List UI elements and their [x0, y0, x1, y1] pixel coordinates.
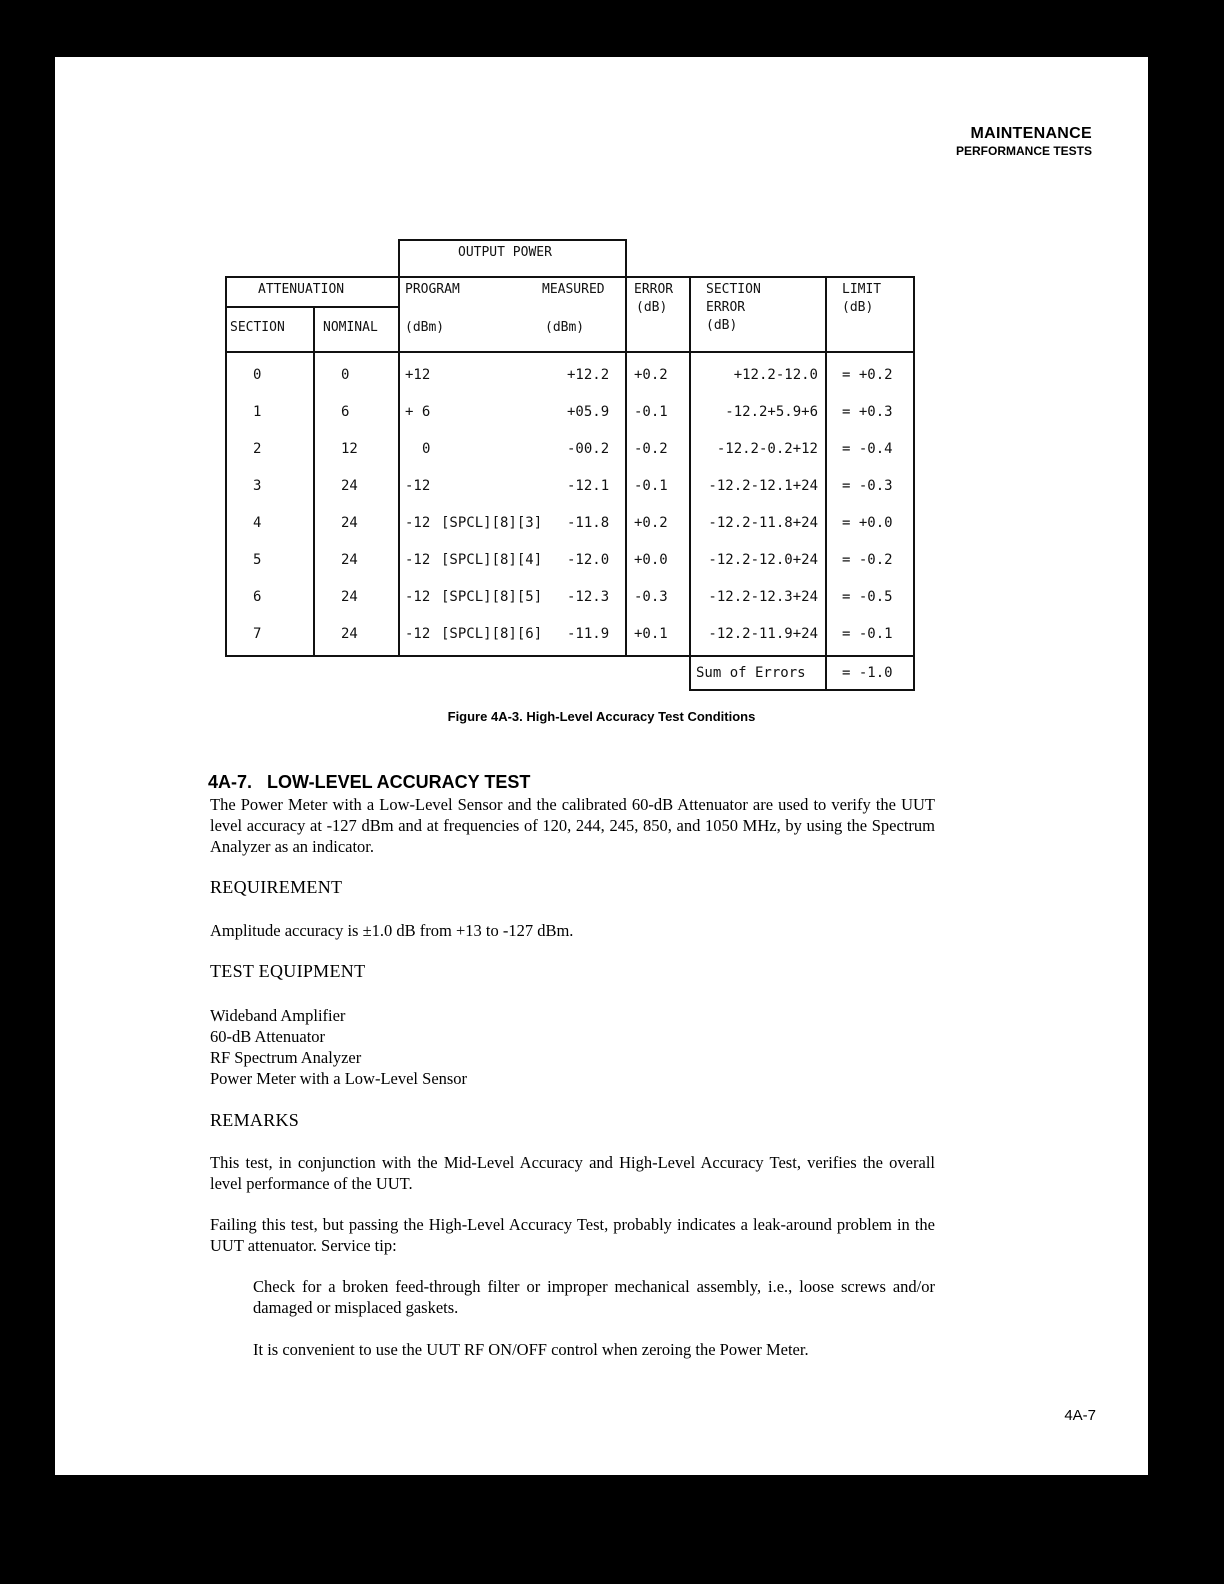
- row-limit: = -0.1: [842, 626, 893, 642]
- row-program: + 6: [405, 404, 431, 420]
- intro-paragraph: The Power Meter with a Low-Level Sensor and the calibrated 60-dB Attenuator are used to verify the UUT level accuracy at -127 dBm and at frequencies of 120, 244, 245, 850, and 1050 MHz, by using the Spectrum Analyzer as an indicator.: [210, 795, 935, 856]
- header-subtitle: PERFORMANCE TESTS: [955, 144, 1092, 158]
- section-error-label-3: (dB): [706, 318, 738, 333]
- rule: [313, 306, 315, 354]
- row-program: -12: [405, 478, 431, 494]
- row-section-error: -12.2+5.9+6: [725, 404, 818, 420]
- row-limit: = -0.5: [842, 589, 893, 605]
- row-section-error: -12.2-12.3+24: [708, 589, 818, 605]
- figure-caption: Figure 4A-3. High-Level Accuracy Test Conditions: [447, 709, 756, 724]
- row-code: [SPCL][8][6]: [441, 626, 543, 642]
- row-error: -0.2: [634, 441, 668, 457]
- row-section-error: -12.2-11.9+24: [708, 626, 818, 642]
- row-program: -12: [405, 515, 431, 531]
- row-limit: = -0.2: [842, 552, 893, 568]
- row-section-error: -12.2-11.8+24: [708, 515, 818, 531]
- requirement-heading: REQUIREMENT: [210, 877, 343, 897]
- row-code: [SPCL][8][3]: [441, 515, 543, 531]
- row-section: 5: [253, 552, 262, 568]
- body-box: [225, 351, 915, 657]
- row-limit: = -0.3: [842, 478, 893, 494]
- row-limit: = +0.3: [842, 404, 893, 420]
- rule: [913, 655, 915, 691]
- row-error: +0.2: [634, 515, 668, 531]
- sum-of-errors-label: Sum of Errors: [696, 665, 806, 681]
- row-code: [SPCL][8][4]: [441, 552, 543, 568]
- section-error-label-1: SECTION: [706, 282, 761, 297]
- row-nominal: 24: [341, 478, 358, 494]
- rule: [825, 276, 827, 354]
- row-error: +0.0: [634, 552, 668, 568]
- rule: [825, 351, 827, 691]
- rule: [625, 276, 627, 354]
- page-header: [956, 125, 1092, 158]
- program-label: PROGRAM: [405, 282, 460, 297]
- rule: [225, 306, 398, 308]
- row-section-error: -12.2-12.1+24: [708, 478, 818, 494]
- row-measured: -11.8: [567, 515, 610, 531]
- row-limit: = +0.2: [842, 367, 893, 383]
- error-label: ERROR: [634, 282, 674, 297]
- header-title: MAINTENANCE: [970, 125, 1092, 142]
- rule: [689, 276, 691, 354]
- row-error: +0.1: [634, 626, 668, 642]
- row-section-error: +12.2-12.0: [733, 367, 818, 383]
- remarks-paragraph-2: Failing this test, but passing the High-Level Accuracy Test, probably indicates a leak-around problem in the UUT attenuator. Service tip:: [210, 1215, 935, 1255]
- nominal-label: NOMINAL: [323, 320, 378, 335]
- row-error: -0.3: [634, 589, 668, 605]
- accuracy-table: [225, 239, 915, 691]
- measured-label: MEASURED: [542, 282, 605, 297]
- row-section: 1: [253, 404, 262, 420]
- row-code: [SPCL][8][5]: [441, 589, 543, 605]
- row-error: +0.2: [634, 367, 668, 383]
- equipment-list: [210, 1005, 467, 1089]
- equipment-heading: TEST EQUIPMENT: [210, 961, 366, 981]
- row-section: 4: [253, 515, 262, 531]
- rule: [689, 689, 915, 691]
- row-measured: +05.9: [567, 404, 610, 420]
- list-item: RF Spectrum Analyzer: [210, 1048, 362, 1067]
- row-limit: = -0.4: [842, 441, 893, 457]
- row-nominal: 24: [341, 626, 358, 642]
- row-section: 3: [253, 478, 262, 494]
- row-measured: -12.0: [567, 552, 610, 568]
- remarks-heading: REMARKS: [210, 1110, 300, 1130]
- row-program: -12: [405, 552, 431, 568]
- error-unit: (dB): [636, 300, 668, 315]
- rule: [398, 276, 400, 354]
- measured-unit: (dBm): [545, 320, 585, 335]
- row-program: -12: [405, 626, 431, 642]
- row-section: 0: [253, 367, 262, 383]
- row-section: 2: [253, 441, 262, 457]
- rule: [913, 276, 915, 351]
- row-program: 0: [422, 441, 431, 457]
- rule: [625, 351, 627, 657]
- row-program: -12: [405, 589, 431, 605]
- service-tip-2: It is convenient to use the UUT RF ON/OFF control when zeroing the Power Meter.: [253, 1340, 809, 1359]
- row-error: -0.1: [634, 478, 668, 494]
- row-error: -0.1: [634, 404, 668, 420]
- row-section: 7: [253, 626, 262, 642]
- list-item: Wideband Amplifier: [210, 1006, 346, 1025]
- row-nominal: 6: [341, 404, 350, 420]
- row-nominal: 12: [341, 441, 358, 457]
- row-section-error: -12.2-0.2+12: [716, 441, 818, 457]
- requirement-text: Amplitude accuracy is ±1.0 dB from +13 to -127 dBm.: [210, 921, 574, 940]
- output-power-label: OUTPUT POWER: [458, 245, 552, 260]
- document-page: [55, 57, 1148, 1475]
- row-section: 6: [253, 589, 262, 605]
- program-unit: (dBm): [405, 320, 445, 335]
- row-nominal: 24: [341, 552, 358, 568]
- rule: [313, 351, 315, 657]
- row-program: +12: [405, 367, 431, 383]
- limit-label: LIMIT: [842, 282, 882, 297]
- sum-of-errors-value: = -1.0: [842, 665, 893, 681]
- limit-unit: (dB): [842, 300, 874, 315]
- service-tip-1: Check for a broken feed-through filter or improper mechanical assembly, i.e., loose screws and/or damaged or misplaced gaskets.: [253, 1277, 935, 1317]
- rule: [398, 351, 400, 657]
- section-title: 4A-7. LOW-LEVEL ACCURACY TEST: [208, 772, 531, 792]
- row-nominal: 24: [341, 515, 358, 531]
- row-measured: +12.2: [567, 367, 610, 383]
- row-measured: -00.2: [567, 441, 610, 457]
- page-number: 4A-7: [1064, 1407, 1096, 1424]
- rule: [689, 351, 691, 691]
- remarks-paragraph-1: This test, in conjunction with the Mid-Level Accuracy and High-Level Accuracy Test, verifies the overall level performance of the UUT.: [210, 1153, 935, 1193]
- list-item: Power Meter with a Low-Level Sensor: [210, 1069, 468, 1088]
- list-item: 60-dB Attenuator: [210, 1027, 326, 1046]
- row-section-error: -12.2-12.0+24: [708, 552, 818, 568]
- row-measured: -12.1: [567, 478, 610, 494]
- attenuation-label: ATTENUATION: [258, 282, 345, 297]
- row-measured: -12.3: [567, 589, 610, 605]
- section-error-label-2: ERROR: [706, 300, 746, 315]
- row-nominal: 24: [341, 589, 358, 605]
- row-measured: -11.9: [567, 626, 610, 642]
- row-limit: = +0.0: [842, 515, 893, 531]
- section-label: SECTION: [230, 320, 285, 335]
- row-nominal: 0: [341, 367, 350, 383]
